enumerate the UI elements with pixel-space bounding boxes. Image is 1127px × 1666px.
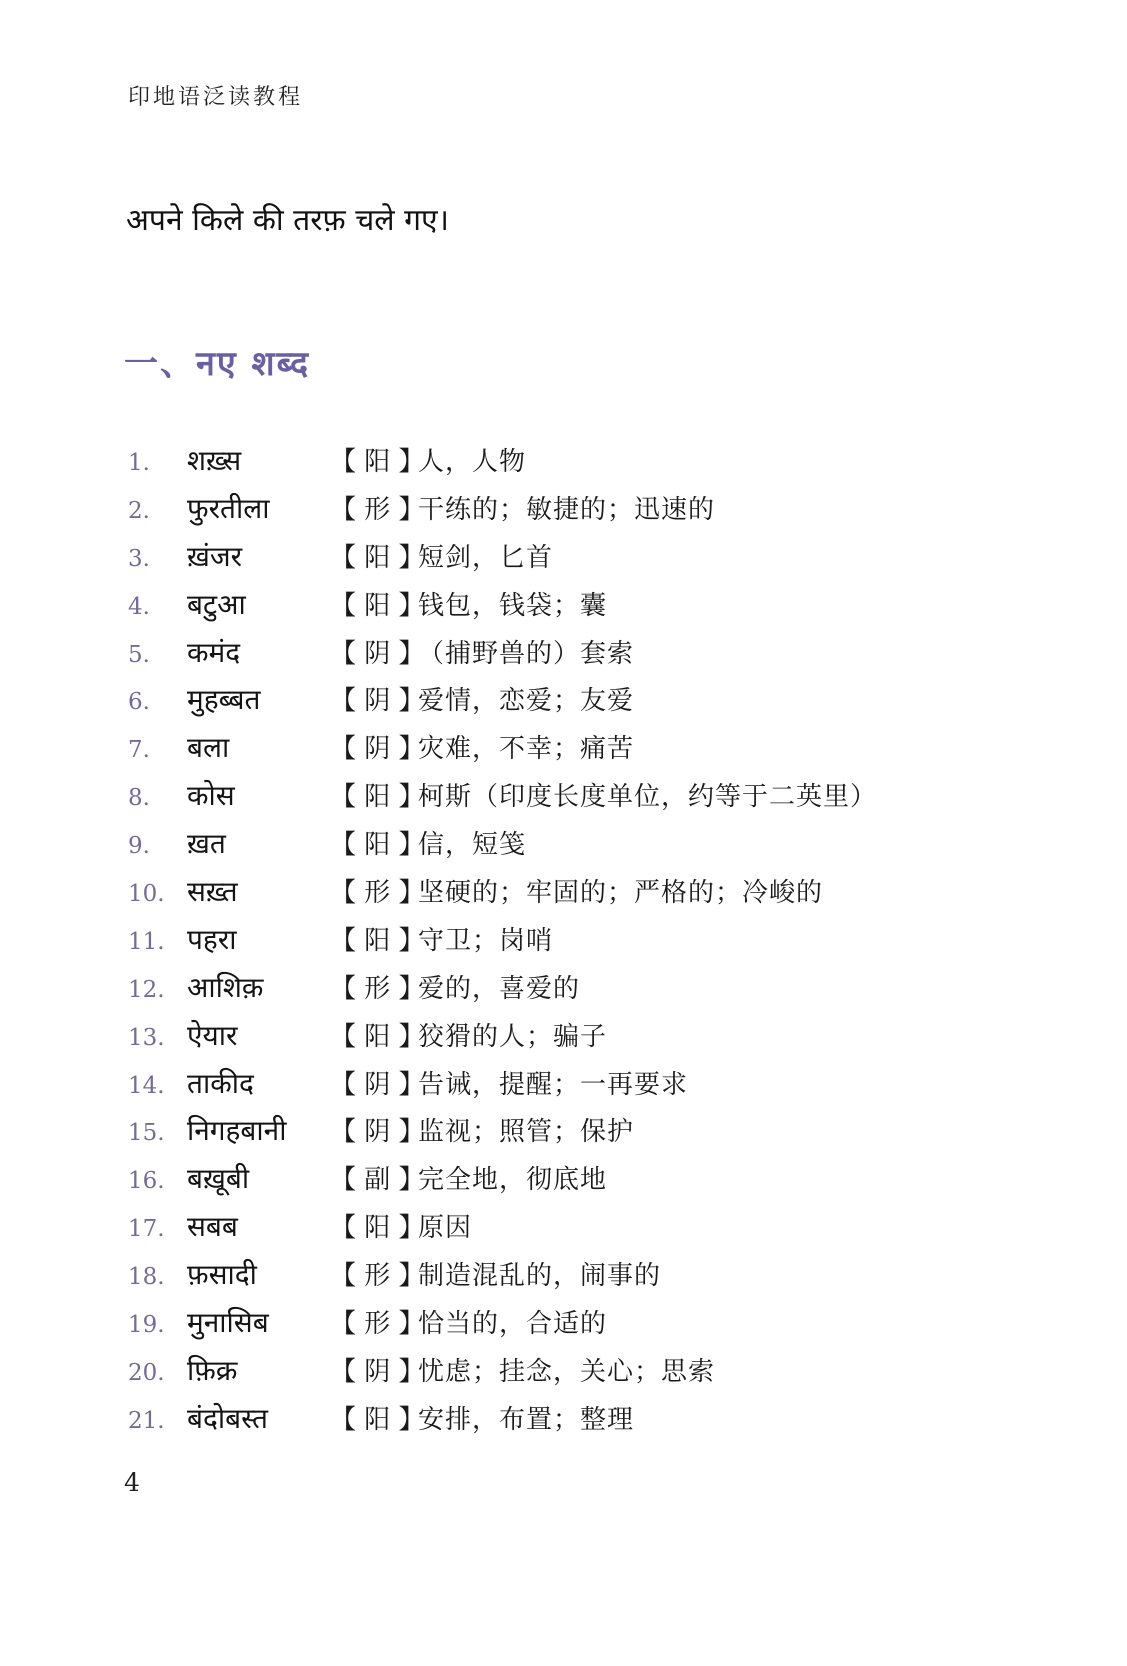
chinese-meaning: 爱情，恋爱；友爱	[418, 686, 635, 717]
hindi-word: फुरतीला	[187, 491, 270, 525]
part-of-speech-tag: 【 阳 】	[330, 1404, 425, 1435]
chinese-meaning: 短剑，匕首	[418, 542, 554, 573]
hindi-word: बटुआ	[187, 587, 246, 621]
part-of-speech-tag: 【 阴 】	[330, 686, 425, 717]
part-of-speech-tag: 【 形 】	[330, 878, 425, 909]
vocab-row	[0, 1159, 1127, 1207]
chinese-meaning: 原因	[418, 1213, 473, 1244]
part-of-speech-tag: 【 阳 】	[330, 590, 425, 621]
vocab-row	[0, 441, 1127, 489]
part-of-speech-tag: 【 阴 】	[330, 638, 425, 669]
part-of-speech-tag: 【 阳 】	[330, 1021, 425, 1052]
hindi-word: सख़्त	[187, 875, 238, 909]
hindi-word: शख़्स	[187, 444, 242, 477]
hindi-word: फ़सादी	[187, 1258, 257, 1292]
vocab-list	[0, 441, 1127, 1447]
chinese-meaning: 灾难，不幸；痛苦	[418, 734, 635, 765]
entry-number: 12.	[128, 976, 165, 1003]
running-header: 印地语泛读教程	[128, 85, 304, 110]
hindi-word: बंदोबस्त	[187, 1401, 268, 1435]
chinese-meaning: 干练的；敏捷的；迅速的	[418, 494, 716, 525]
part-of-speech-tag: 【 阴 】	[330, 1069, 425, 1100]
hindi-word: कमंद	[187, 635, 241, 669]
part-of-speech-tag: 【 阳 】	[330, 447, 425, 477]
chinese-meaning: 坚硬的；牢固的；严格的；冷峻的	[418, 878, 824, 909]
vocab-row	[0, 680, 1127, 728]
entry-number: 11.	[128, 928, 165, 955]
part-of-speech-tag: 【 形 】	[330, 1261, 425, 1292]
entry-number: 1.	[128, 450, 150, 476]
entry-number: 18.	[128, 1264, 165, 1291]
part-of-speech-tag: 【 形 】	[330, 1309, 425, 1340]
vocab-row	[0, 1064, 1127, 1112]
entry-number: 14.	[128, 1072, 165, 1099]
vocab-row	[0, 1111, 1127, 1159]
chinese-meaning: 完全地，彻底地	[418, 1165, 608, 1196]
page-number: 4	[124, 1468, 140, 1497]
chinese-meaning: 忧虑；挂念，关心；思索	[418, 1356, 716, 1387]
vocab-row	[0, 824, 1127, 872]
entry-number: 7.	[128, 737, 150, 764]
vocab-row	[0, 537, 1127, 585]
chinese-meaning: 狡猾的人；骗子	[418, 1021, 608, 1052]
chinese-meaning: 钱包，钱袋；囊	[418, 590, 608, 621]
part-of-speech-tag: 【 阳 】	[330, 1213, 425, 1244]
entry-number: 19.	[128, 1312, 165, 1339]
vocab-row	[0, 920, 1127, 968]
vocab-row	[0, 728, 1127, 776]
chinese-meaning: 安排，布置；整理	[418, 1404, 635, 1435]
vocab-row	[0, 585, 1127, 633]
chinese-meaning: 恰当的，合适的	[418, 1309, 608, 1340]
vocab-row	[0, 1207, 1127, 1255]
entry-number: 8.	[128, 785, 150, 812]
part-of-speech-tag: 【 副 】	[330, 1165, 425, 1196]
vocab-row	[0, 1303, 1127, 1351]
vocab-row	[0, 1255, 1127, 1303]
hindi-word: सबब	[187, 1210, 238, 1244]
hindi-word: ताकीद	[187, 1066, 254, 1100]
part-of-speech-tag: 【 阳 】	[330, 782, 425, 813]
chinese-meaning: 柯斯（印度长度单位，约等于二英里）	[418, 782, 878, 813]
part-of-speech-tag: 【 阴 】	[330, 734, 425, 765]
chinese-meaning: 监视；照管；保护	[418, 1117, 635, 1148]
chinese-meaning: （捕野兽的）套索	[418, 638, 635, 669]
entry-number: 3.	[128, 545, 150, 572]
entry-number: 4.	[128, 593, 150, 620]
vocab-row	[0, 968, 1127, 1016]
entry-number: 15.	[128, 1120, 165, 1147]
hindi-word: मुहब्बत	[187, 683, 261, 717]
entry-number: 17.	[128, 1216, 165, 1243]
chinese-meaning: 爱的，喜爱的	[418, 973, 581, 1004]
chinese-meaning: 制造混乱的，闹事的	[418, 1261, 662, 1292]
hindi-word: ख़त	[187, 827, 226, 861]
part-of-speech-tag: 【 阳 】	[330, 830, 425, 861]
hindi-word: फ़िक्र	[187, 1353, 238, 1387]
hindi-word: आशिक़	[187, 970, 264, 1004]
entry-number: 2.	[128, 497, 150, 524]
vocab-row	[0, 872, 1127, 920]
chinese-meaning: 人，人物	[418, 447, 527, 477]
hindi-word: ख़ंजर	[187, 539, 243, 573]
vocab-row	[0, 1016, 1127, 1064]
section-heading: 一、नए शब्द	[124, 344, 311, 384]
entry-number: 20.	[128, 1359, 165, 1386]
part-of-speech-tag: 【 阴 】	[330, 1356, 425, 1387]
part-of-speech-tag: 【 阳 】	[330, 925, 425, 956]
hindi-word: निगहबानी	[187, 1114, 287, 1148]
hindi-word: ऐयार	[187, 1018, 238, 1052]
entry-number: 5.	[128, 641, 150, 668]
part-of-speech-tag: 【 形 】	[330, 494, 425, 525]
entry-number: 21.	[128, 1407, 165, 1434]
part-of-speech-tag: 【 阳 】	[330, 542, 425, 573]
vocab-row	[0, 1351, 1127, 1399]
vocab-row	[0, 489, 1127, 537]
intro-sentence: अपने किले की तरफ़ चले गए।	[126, 203, 449, 238]
hindi-word: बला	[187, 731, 230, 765]
vocab-row	[0, 633, 1127, 681]
chinese-meaning: 守卫；岗哨	[418, 925, 554, 956]
vocab-row	[0, 776, 1127, 824]
vocab-row	[0, 1399, 1127, 1447]
hindi-word: पहरा	[187, 922, 237, 956]
hindi-word: कोस	[187, 779, 235, 813]
part-of-speech-tag: 【 形 】	[330, 973, 425, 1004]
entry-number: 6.	[128, 689, 150, 716]
part-of-speech-tag: 【 阴 】	[330, 1117, 425, 1148]
entry-number: 13.	[128, 1024, 165, 1051]
entry-number: 16.	[128, 1168, 165, 1195]
entry-number: 9.	[128, 833, 150, 860]
hindi-word: बख़ूबी	[187, 1162, 250, 1196]
chinese-meaning: 信，短笺	[418, 830, 527, 861]
chinese-meaning: 告诫，提醒；一再要求	[418, 1069, 689, 1100]
entry-number: 10.	[128, 881, 165, 908]
hindi-word: मुनासिब	[187, 1306, 269, 1340]
